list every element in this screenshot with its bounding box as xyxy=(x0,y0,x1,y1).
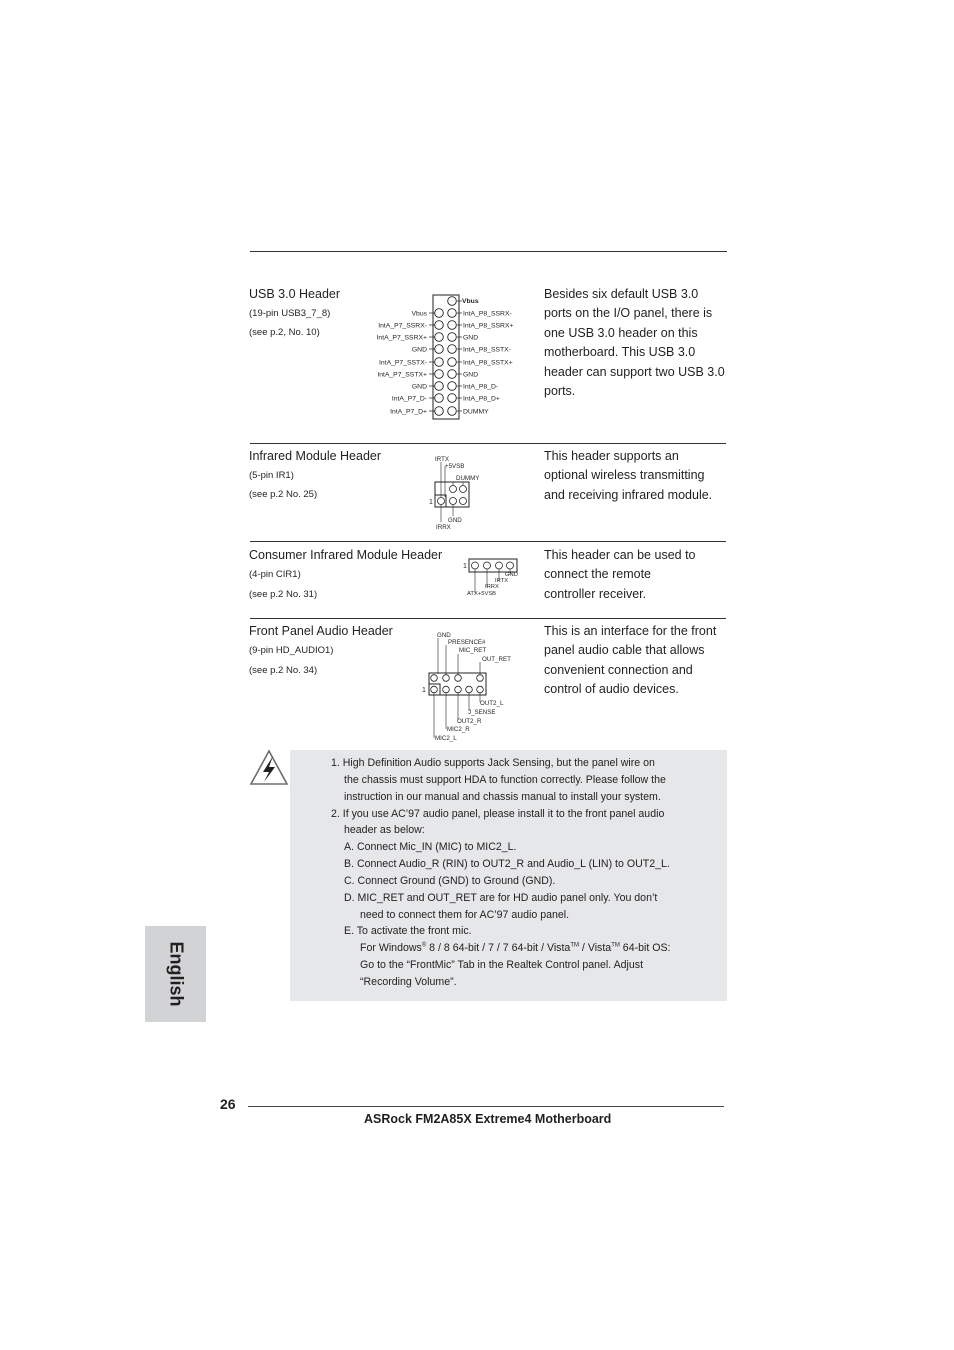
svg-text:PRESENCE#: PRESENCE# xyxy=(448,639,486,646)
svg-text:IRTX: IRTX xyxy=(495,578,509,584)
svg-text:GND: GND xyxy=(411,383,427,391)
ir-description: This header supports an optional wireless transmitting and receiving infrared module. xyxy=(544,449,713,502)
usb30-pin-diagram xyxy=(360,290,540,422)
note-line: E. To activate the front mic. xyxy=(344,925,472,937)
note-line: 2. If you use AC’97 audio panel, please install it to the front panel audio xyxy=(331,808,665,820)
svg-text:1: 1 xyxy=(463,563,467,570)
svg-text:GND: GND xyxy=(463,334,479,342)
svg-text:IntA_P7_D-: IntA_P7_D- xyxy=(391,395,427,403)
svg-text:GND: GND xyxy=(411,346,427,354)
cir-title: Consumer Infrared Module Header xyxy=(249,548,443,562)
svg-text:IntA_P8_SSRX-: IntA_P8_SSRX- xyxy=(463,310,512,318)
footer-text: ASRock FM2A85X Extreme4 Motherboard xyxy=(364,1112,612,1126)
usb30-ref: (see p.2, No. 10) xyxy=(249,327,320,338)
caution-lightning-icon xyxy=(248,748,290,788)
note-windows-line: For Windows® 8 / 8 64-bit / 7 / 7 64-bit / Vista™ / Vista™ 64-bit OS: xyxy=(360,942,671,954)
svg-text:IRRX: IRRX xyxy=(485,584,499,590)
audio-title: Front Panel Audio Header xyxy=(249,624,393,638)
svg-text:IntA_P8_D-: IntA_P8_D- xyxy=(463,383,499,391)
svg-text:Vbus: Vbus xyxy=(411,310,427,318)
audio-ref: (see p.2 No. 34) xyxy=(249,665,318,676)
svg-text:IntA_P8_SSTX+: IntA_P8_SSTX+ xyxy=(463,359,513,367)
svg-text:J_SENSE: J_SENSE xyxy=(468,709,496,716)
footer-rule xyxy=(248,1106,724,1107)
audio-pin-diagram xyxy=(418,628,518,744)
page-number: 26 xyxy=(220,1096,236,1112)
note-line: Go to the “FrontMic” Tab in the Realtek Control panel. Adjust xyxy=(360,959,644,971)
note-line: header as below: xyxy=(344,824,425,836)
svg-text:MIC2_R: MIC2_R xyxy=(447,726,470,733)
note-line: A. Connect Mic_IN (MIC) to MIC2_L. xyxy=(344,841,517,853)
svg-text:OUT2_L: OUT2_L xyxy=(480,700,504,707)
ir-ref: (see p.2 No. 25) xyxy=(249,489,318,500)
svg-text:GND: GND xyxy=(448,517,462,524)
note-line: the chassis must support HDA to function correctly. Please follow the xyxy=(344,774,666,786)
svg-text:DUMMY: DUMMY xyxy=(463,408,489,416)
audio-pins: (9-pin HD_AUDIO1) xyxy=(249,645,334,656)
svg-text:IntA_P7_SSRX-: IntA_P7_SSRX- xyxy=(378,322,427,330)
svg-text:IntA_P7_D+: IntA_P7_D+ xyxy=(390,408,427,416)
svg-text:MIC_RET: MIC_RET xyxy=(459,647,487,654)
svg-text:IntA_P7_SSRX+: IntA_P7_SSRX+ xyxy=(376,334,427,342)
svg-text:GND: GND xyxy=(463,371,479,379)
svg-text:+5VSB: +5VSB xyxy=(445,463,465,470)
note-line: D. MIC_RET and OUT_RET are for HD audio panel only. You don’t xyxy=(344,892,658,904)
side-tab-label: English xyxy=(166,941,186,1007)
ir-title: Infrared Module Header xyxy=(249,449,382,463)
usb30-description: Besides six default USB 3.0 ports on the I/O panel, there is one USB 3.0 header on this motherboard. This USB 3.0 header can support two USB 3.0 ports. xyxy=(544,287,725,399)
svg-text:OUT_RET: OUT_RET xyxy=(482,656,511,663)
note-line: 1. High Definition Audio supports Jack Sensing, but the panel wire on xyxy=(331,757,655,769)
cir-description: This header can be used to connect the remote controller receiver. xyxy=(544,548,696,601)
ir-pins: (5-pin IR1) xyxy=(249,470,294,481)
language-side-tab xyxy=(145,926,206,1022)
note-line: C. Connect Ground (GND) to Ground (GND). xyxy=(344,875,556,887)
svg-text:IRTX: IRTX xyxy=(435,456,449,463)
svg-text:IntA_P8_SSRX+: IntA_P8_SSRX+ xyxy=(463,322,514,330)
svg-text:ATX+5VSB: ATX+5VSB xyxy=(467,591,497,597)
audio-description: This is an interface for the front panel audio cable that allows convenient connection and control of audio devices. xyxy=(544,624,717,697)
ir-pin-diagram xyxy=(425,452,500,532)
note-line: B. Connect Audio_R (RIN) to OUT2_R and Audio_L (LIN) to OUT2_L. xyxy=(344,858,670,870)
section-rule xyxy=(250,443,726,444)
top-rule xyxy=(250,251,727,252)
note-line: need to connect them for AC’97 audio panel. xyxy=(360,909,570,921)
svg-text:DUMMY: DUMMY xyxy=(456,475,480,482)
cir-pins: (4-pin CIR1) xyxy=(249,569,301,580)
usb30-top-label: Vbus xyxy=(462,298,479,305)
svg-text:MIC2_L: MIC2_L xyxy=(435,735,457,742)
usb30-title: USB 3.0 Header xyxy=(249,287,341,301)
section-rule xyxy=(250,541,726,542)
note-line: instruction in our manual and chassis manual to install your system. xyxy=(344,791,661,803)
svg-text:IntA_P7_SSTX-: IntA_P7_SSTX- xyxy=(379,359,427,367)
svg-text:IntA_P8_D+: IntA_P8_D+ xyxy=(463,395,500,403)
svg-text:1: 1 xyxy=(422,687,426,694)
svg-text:GND: GND xyxy=(437,632,451,639)
svg-text:IntA_P8_SSTX-: IntA_P8_SSTX- xyxy=(463,346,511,354)
cir-pin-diagram xyxy=(460,553,530,601)
svg-text:OUT2_R: OUT2_R xyxy=(457,718,482,725)
note-line: “Recording Volume”. xyxy=(360,976,457,988)
svg-text:IRRX: IRRX xyxy=(436,524,451,531)
usb30-pins: (19-pin USB3_7_8) xyxy=(249,308,331,319)
section-rule xyxy=(250,618,726,619)
svg-text:1: 1 xyxy=(429,499,433,506)
svg-text:GND: GND xyxy=(505,572,518,578)
note-box xyxy=(290,750,727,1001)
svg-text:IntA_P7_SSTX+: IntA_P7_SSTX+ xyxy=(377,371,427,379)
cir-ref: (see p.2 No. 31) xyxy=(249,589,318,600)
